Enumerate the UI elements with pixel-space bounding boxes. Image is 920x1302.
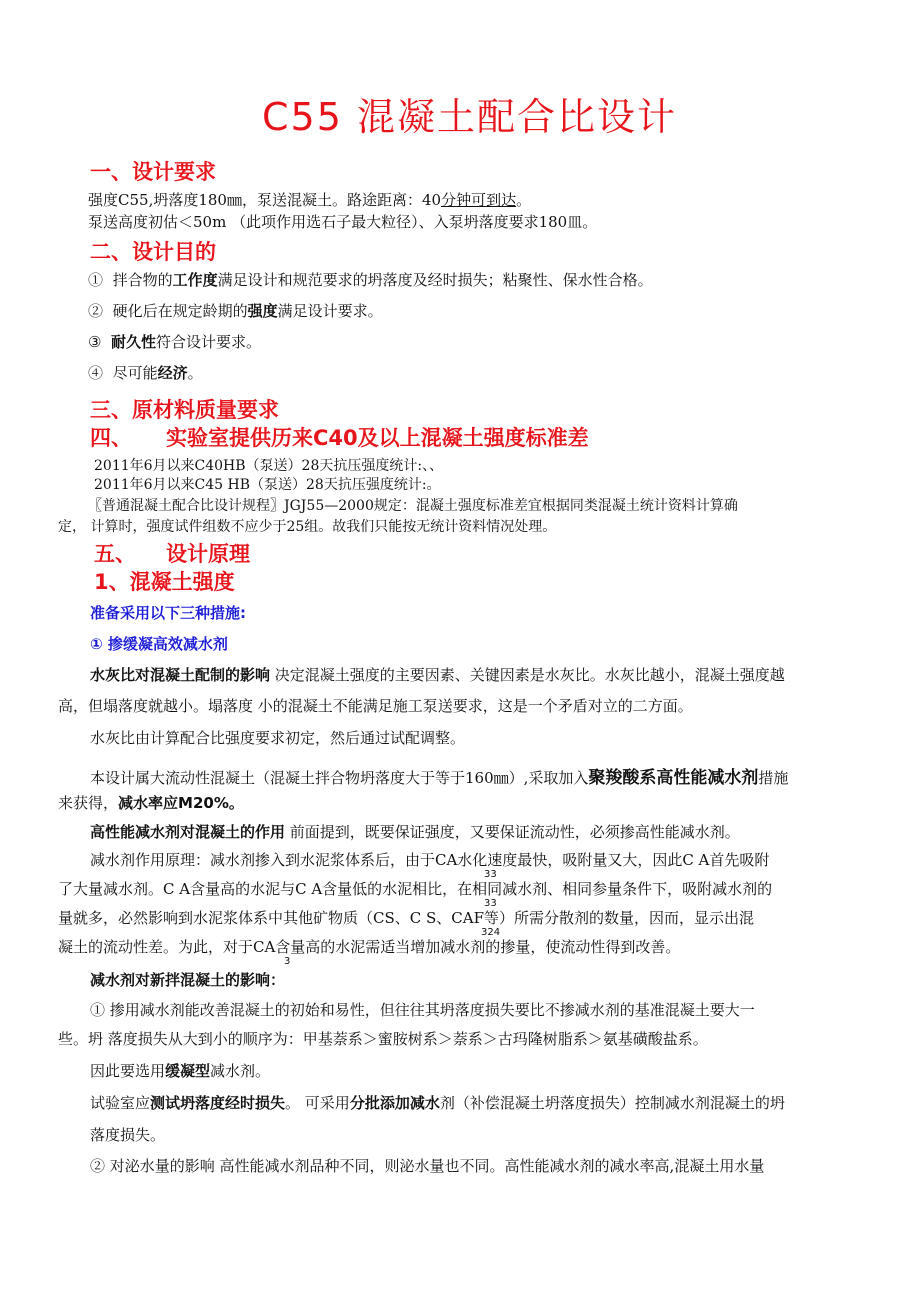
para-9-text-c: 。 可采用: [285, 1094, 350, 1112]
para-3-l2-text: 来获得，: [58, 794, 119, 812]
goal-num: ②: [88, 302, 104, 320]
goal-text: 尽可能: [112, 364, 158, 382]
para-1-line-2: 高，但塌落度就越小。塌落度 小的混凝土不能满足施工泵送要求，这是一个矛盾对立的二方面。: [58, 697, 693, 715]
section-4-number: 四、: [90, 426, 132, 450]
subscript-1: 33: [484, 869, 497, 880]
page-title: C55 混凝土配合比设计: [262, 95, 677, 139]
para-8-text-end: 减水剂。: [210, 1062, 271, 1080]
section-1-heading: 一、设计要求: [90, 160, 216, 184]
para-3-line-2: [58, 793, 244, 813]
para-2: 水灰比由计算配合比强度要求初定，然后通过试配调整。: [90, 729, 466, 747]
para-4-text: 前面提到，既要保证强度，又要保证流动性，必须掺高性能减水剂。: [285, 823, 740, 841]
para-5-line-4: 凝土的流动性差。为此，对于CA含量高的水泥需适当增加减水剂的掺量，使流动性得到改善。: [58, 938, 681, 956]
para-9-line-2: 落度损失。: [90, 1126, 166, 1144]
para-10-num: ②: [90, 1157, 106, 1175]
goal-item-1: [88, 270, 653, 290]
subscript-2: 33: [484, 898, 497, 909]
section-2-heading: 二、设计目的: [90, 240, 216, 264]
para-3-key: 聚羧酸系高性能减水剂: [588, 768, 759, 788]
goal-key: 经济: [157, 364, 188, 382]
para-7-line-2: 些。坍 落度损失从大到小的顺序为：甲基萘系＞蜜胺树系＞萘系＞古玛隆树脂系＞氨基磺酸盐系。: [58, 1030, 708, 1048]
para-9-key-1: 测试坍落度经时损失: [150, 1094, 286, 1112]
goal-text: 满足设计要求。: [277, 302, 383, 320]
para-4: [90, 822, 740, 842]
section-5-number: 五、: [94, 542, 136, 566]
goal-item-4: [88, 363, 203, 383]
para-3-line-1: [90, 768, 788, 788]
para-5-line-2: 了大量减水剂。C A含量高的水泥与C A含量低的水泥相比，在相同减水剂、相同参量条件下，吸附减水剂的: [58, 880, 773, 898]
requirement-line-2: 泵送高度初估＜50m （此项作用选石子最大粒径）、入泵坍落度要求180皿。: [88, 213, 598, 231]
measure-1: ① 掺缓凝高效减水剂: [90, 635, 228, 653]
para-10-text: 对泌水量的影响 高性能减水剂品种不同，则泌水量也不同。高性能减水剂的减水率高,: [105, 1157, 675, 1175]
req-text-a: 强度C55,坍落度180㎜，泵送混凝土。路途距离：40: [88, 191, 442, 209]
spec-line-2: 定， 计算时，强度试件组数不应少于25组。故我们只能按无统计资料情况处理。: [58, 519, 557, 535]
para-6: 减水剂对新拌混凝土的影响：: [90, 971, 286, 989]
para-8-text: 因此要选用: [90, 1062, 166, 1080]
para-10: [90, 1156, 764, 1176]
measures-intro: 准备采用以下三种措施:: [90, 604, 246, 622]
goal-text: 。: [187, 364, 203, 382]
spec-line-1: 〖普通混凝土配合比设计规程〗JGJ55—2000规定：混凝土强度标准差宜根据同类混凝土统计资料计算确: [88, 498, 738, 514]
goal-num: ③: [88, 333, 102, 351]
req-text-underlined: 分钟可到达: [441, 191, 517, 209]
para-1-text: 决定混凝土强度的主要因素、关键因素是水灰比。水灰比越小，混凝土强度越: [270, 666, 785, 684]
para-3-text: 本设计属大流动性混凝土（混凝土拌合物坍落度大于等于160㎜）,采取加入: [90, 769, 589, 787]
section-5-heading: 设计原理: [166, 542, 250, 566]
para-8: [90, 1061, 270, 1081]
para-5-line-1: 减水剂作用原理：减水剂掺入到水泥浆体系后，由于CA水化速度最快，吸附量又大，因此C A首先吸附: [90, 851, 770, 869]
goal-item-3: [88, 332, 261, 352]
subscript-4: 3: [284, 956, 291, 967]
goal-key: 强度: [247, 302, 278, 320]
para-3-text-end: 措施: [758, 769, 789, 787]
goal-key: 耐久性: [111, 333, 157, 351]
section-3-heading: 三、原材料质量要求: [90, 398, 279, 422]
stat-line-2: 2011年6月以来C45 HB（泵送）28天抗压强度统计:。: [94, 477, 441, 493]
para-1-key: 水灰比对混凝土配制的影响: [90, 666, 271, 684]
goal-text: 符合设计要求。: [156, 333, 262, 351]
para-3-l2-key: 减水率应M20%。: [118, 794, 244, 812]
para-9-key-2: 分批添加减水: [349, 1094, 440, 1112]
requirement-line-1: [88, 190, 531, 210]
para-8-key: 缓凝型: [165, 1062, 211, 1080]
req-text-c: 。: [516, 191, 532, 209]
para-10-text-end: 混凝土用水量: [674, 1157, 765, 1175]
goal-text: 硬化后在规定龄期的: [112, 302, 248, 320]
para-5-line-3: 量就多，必然影响到水泥浆体系中其他矿物质（CS、C S、CAF等）所需分散剂的数量，因而，显示出混: [58, 909, 754, 927]
goal-text: 满足设计和规范要求的坍落度及经时损失；粘聚性、保水性合格。: [217, 271, 653, 289]
goal-text: 拌合物的: [112, 271, 173, 289]
stat-line-1: 2011年6月以来C40HB（泵送）28天抗压强度统计:、、: [94, 458, 444, 474]
para-9-line-1: [90, 1093, 785, 1113]
goal-item-2: [88, 301, 383, 321]
para-4-key: 高性能减水剂对混凝土的作用: [90, 823, 286, 841]
para-9-text-a: 试验室应: [90, 1094, 151, 1112]
subscript-3: 324: [481, 927, 501, 938]
goal-key: 工作度: [172, 271, 218, 289]
para-1-line-1: [90, 665, 785, 685]
goal-num: ①: [88, 271, 104, 289]
subsection-heading: 1、混凝土强度: [94, 570, 235, 594]
goal-num: ④: [88, 364, 104, 382]
para-9-text-e: 剂（补偿混凝土坍落度损失）控制减水剂混凝土的坍: [439, 1094, 785, 1112]
para-7-line-1: ① 掺用减水剂能改善混凝土的初始和易性，但往往其坍落度损失要比不掺减水剂的基准混凝土要大一: [90, 1001, 755, 1019]
section-4-heading: 实验室提供历来C40及以上混凝土强度标准差: [166, 426, 589, 450]
